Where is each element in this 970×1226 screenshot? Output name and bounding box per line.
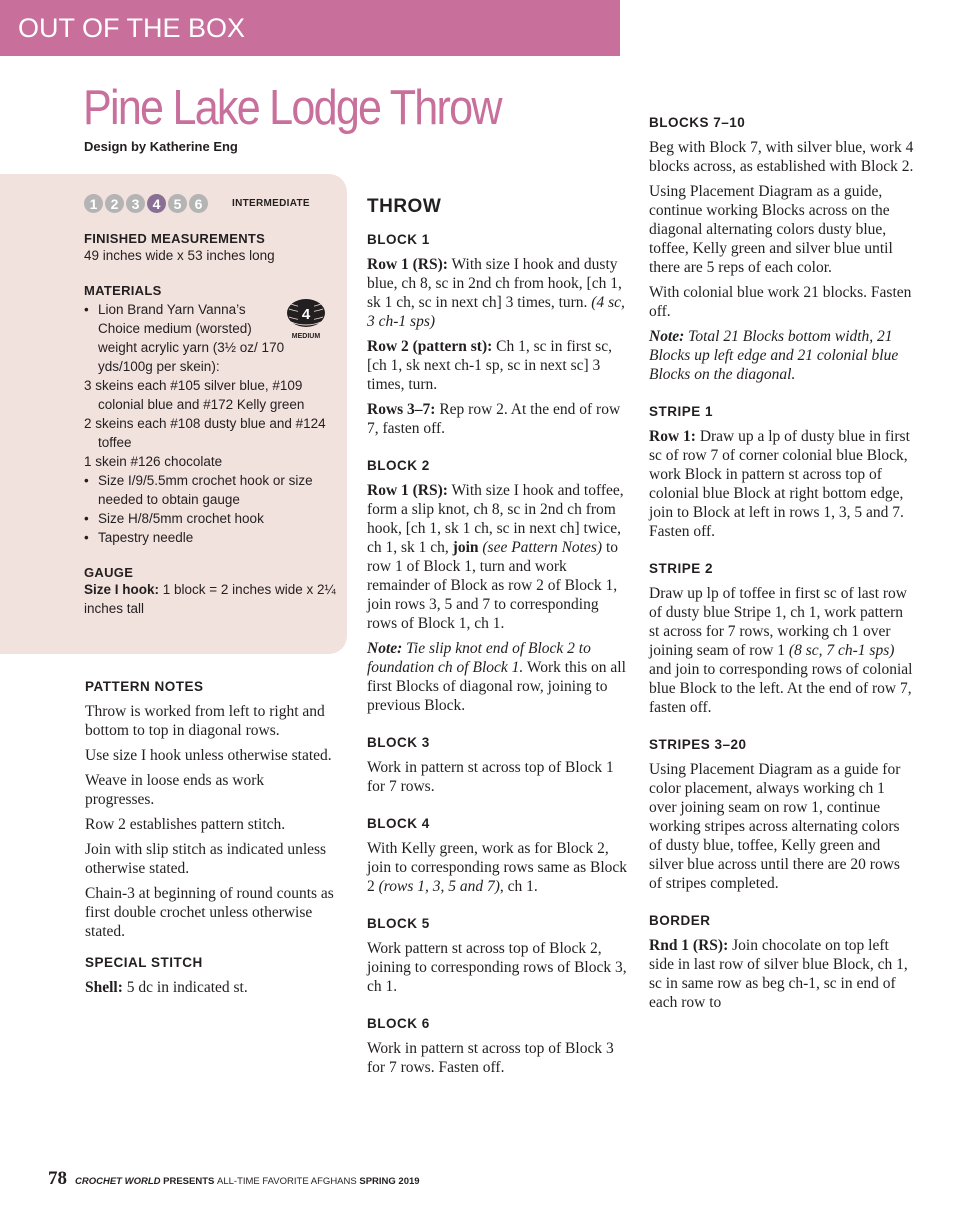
stripe-2-text: Draw up lp of toffee in first sc of last row of dusty blue Stripe 1, ch 1, work pattern st across for 7 rows, working ch 1 over joining seam of row 1 (8 sc, 7 ch-1 sps) and join to corresponding rows of colonial blue Block to the left. At the end of row 7, fasten off. [649, 585, 913, 716]
blocks-note: Note: Total 21 Blocks bottom width, 21 Blocks up left edge and 21 colonial blue Blocks on the diagonal. [649, 328, 899, 383]
throw-column [367, 197, 629, 1083]
stripes-3-20-heading: STRIPES 3–20 [649, 737, 747, 752]
materials-subitem: 1 skein #126 chocolate [84, 454, 223, 469]
block-6-heading: BLOCK 6 [367, 1016, 430, 1031]
materials-item: • Size I/9/5.5mm crochet hook or size needed to obtain gauge [84, 473, 313, 507]
skill-level-label: INTERMEDIATE [232, 198, 310, 209]
skill-level-1: 1 [84, 194, 103, 213]
block-5-text: Work pattern st across top of Block 2, joining to corresponding rows of Block 3, ch 1. [367, 940, 627, 995]
pattern-note: Use size I hook unless otherwise stated. [85, 747, 332, 764]
block-3-text: Work in pattern st across top of Block 1 for 7 rows. [367, 759, 614, 795]
blocks-7-10-heading: BLOCKS 7–10 [649, 115, 746, 130]
block-4-heading: BLOCK 4 [367, 816, 430, 831]
designer-name: Katherine Eng [149, 139, 238, 154]
block-3-heading: BLOCK 3 [367, 735, 430, 750]
sidebar-content [84, 194, 339, 618]
page-title: Pine Lake Lodge Throw [83, 81, 501, 135]
materials-heading: MATERIALS [84, 283, 162, 298]
block-1-row-2: Row 2 (pattern st): Ch 1, sc in first sc, [ch 1, sk next ch-1 sp, sc in next sc] 3 times, turn. [367, 338, 612, 393]
pattern-note: Throw is worked from left to right and bottom to top in diagonal rows. [85, 703, 325, 739]
skill-level-indicator [84, 194, 339, 213]
border-heading: BORDER [649, 913, 711, 928]
gauge-heading: GAUGE [84, 565, 134, 580]
pattern-notes-column [85, 677, 335, 1003]
materials-item: • Size H/8/5mm crochet hook [84, 511, 264, 526]
stripe-2-heading: STRIPE 2 [649, 561, 714, 576]
skill-level-6: 6 [189, 194, 208, 213]
skill-level-4-selected: 4 [147, 194, 166, 213]
page-number: 78 [48, 1168, 67, 1189]
skill-level-3: 3 [126, 194, 145, 213]
special-stitch-heading: SPECIAL STITCH [85, 955, 203, 970]
stripe-1-text: Row 1: Draw up a lp of dusty blue in first sc of row 7 of corner colonial blue Block, work Block in pattern st across top of colonial blue Block at right bottom edge, join to Block at left in rows 1, 3, 5 and 7. Fasten off. [649, 428, 910, 540]
colonial-blue-text: With colonial blue work 21 blocks. Fasten off. [649, 284, 912, 320]
pattern-note: Join with slip stitch as indicated unless otherwise stated. [85, 841, 327, 877]
materials-sidebar [0, 174, 347, 654]
pattern-notes-heading: PATTERN NOTES [85, 679, 204, 694]
block-2-note: Note: Tie slip knot end of Block 2 to foundation ch of Block 1. Work this on all first Blocks of diagonal row, joining to previous Block. [367, 640, 626, 714]
skill-level-2: 2 [105, 194, 124, 213]
throw-heading: THROW [367, 196, 442, 217]
publication-line: CROCHET WORLD PRESENTS ALL-TIME FAVORITE AFGHANS SPRING 2019 [75, 1176, 420, 1187]
blocks-7-10-text: Beg with Block 7, with silver blue, work 4 blocks across, as established with Block 2. [649, 139, 914, 175]
block-1-heading: BLOCK 1 [367, 232, 430, 247]
blocks-placement-text: Using Placement Diagram as a guide, continue working Blocks across on the diagonal alternating colors dusty blue, toffee, Kelly green and silver blue until there are 5 reps of each color. [649, 183, 893, 276]
yarn-weight-icon [285, 298, 327, 341]
designer-byline: Design by Katherine Eng [84, 139, 238, 154]
materials-item-yarn: • Lion Brand Yarn Vanna’s Choice medium (worsted) weight acrylic yarn (3½ oz/ 170 yds/100g per skein): [84, 302, 285, 374]
block-1-rows-3-7: Rows 3–7: Rep row 2. At the end of row 7, fasten off. [367, 401, 621, 437]
skill-level-5: 5 [168, 194, 187, 213]
finished-measurements-text: 49 inches wide x 53 inches long [84, 248, 275, 263]
block-6-text: Work in pattern st across top of Block 3 for 7 rows. Fasten off. [367, 1040, 614, 1076]
pattern-note: Weave in loose ends as work progresses. [85, 772, 265, 808]
yarn-weight-label: MEDIUM [291, 333, 321, 340]
stripe-1-heading: STRIPE 1 [649, 404, 714, 419]
special-stitch-shell: Shell: 5 dc in indicated st. [85, 979, 248, 996]
block-2-row-1: Row 1 (RS): With size I hook and toffee, form a slip knot, ch 8, sc in 2nd ch from hook, [ch 1, sk 1 ch, sc in next ch] twice, ch 1, sk 1 ch, join (see Pattern Notes) to row 1 of Block 1, turn and work remainder of Block as row 2 of Block 1, join rows 3, 5 and 7 to corresponding rows of Block 1, ch 1. [367, 482, 624, 632]
gauge-text: Size I hook: 1 block = 2 inches wide x 2¼ inches tall [84, 582, 336, 616]
block-4-text: With Kelly green, work as for Block 2, join to corresponding rows same as Block 2 (rows 1, 3, 5 and 7), ch 1. [367, 840, 628, 895]
block-2-heading: BLOCK 2 [367, 458, 430, 473]
blocks-stripes-column [649, 113, 914, 1018]
yarn-weight-number: 4 [301, 306, 311, 323]
stripes-3-20-text: Using Placement Diagram as a guide for color placement, always working ch 1 over joining seam on row 1, continue working stripes across alternating colors of dusty blue, toffee, Kelly green and silver blue across until there are 20 rows of stripes completed. [649, 761, 901, 892]
pattern-note: Row 2 establishes pattern stitch. [85, 816, 286, 833]
materials-subitem: 3 skeins each #105 silver blue, #109 colonial blue and #172 Kelly green [84, 378, 305, 412]
block-5-heading: BLOCK 5 [367, 916, 430, 931]
block-1-row-1: Row 1 (RS): With size I hook and dusty blue, ch 8, sc in 2nd ch from hook, [ch 1, sk 1 ch, sc in next ch] 3 times, turn. (4 sc, 3 ch-1 sps) [367, 256, 625, 330]
border-rnd-1: Rnd 1 (RS): Join chocolate on top left side in last row of silver blue Block, ch 1, sc in same row as beg ch-1, sc in end of each row to [649, 937, 908, 1011]
section-banner [0, 0, 620, 56]
page-footer [48, 1168, 420, 1190]
yarn-skein-icon [285, 298, 327, 328]
materials-item: • Tapestry needle [84, 530, 194, 545]
section-banner-label: OUT OF THE BOX [18, 13, 246, 43]
finished-measurements-heading: FINISHED MEASUREMENTS [84, 231, 266, 246]
pattern-note: Chain-3 at beginning of round counts as first double crochet unless otherwise stated. [85, 885, 334, 940]
materials-subitem: 2 skeins each #108 dusty blue and #124 toffee [84, 416, 326, 450]
